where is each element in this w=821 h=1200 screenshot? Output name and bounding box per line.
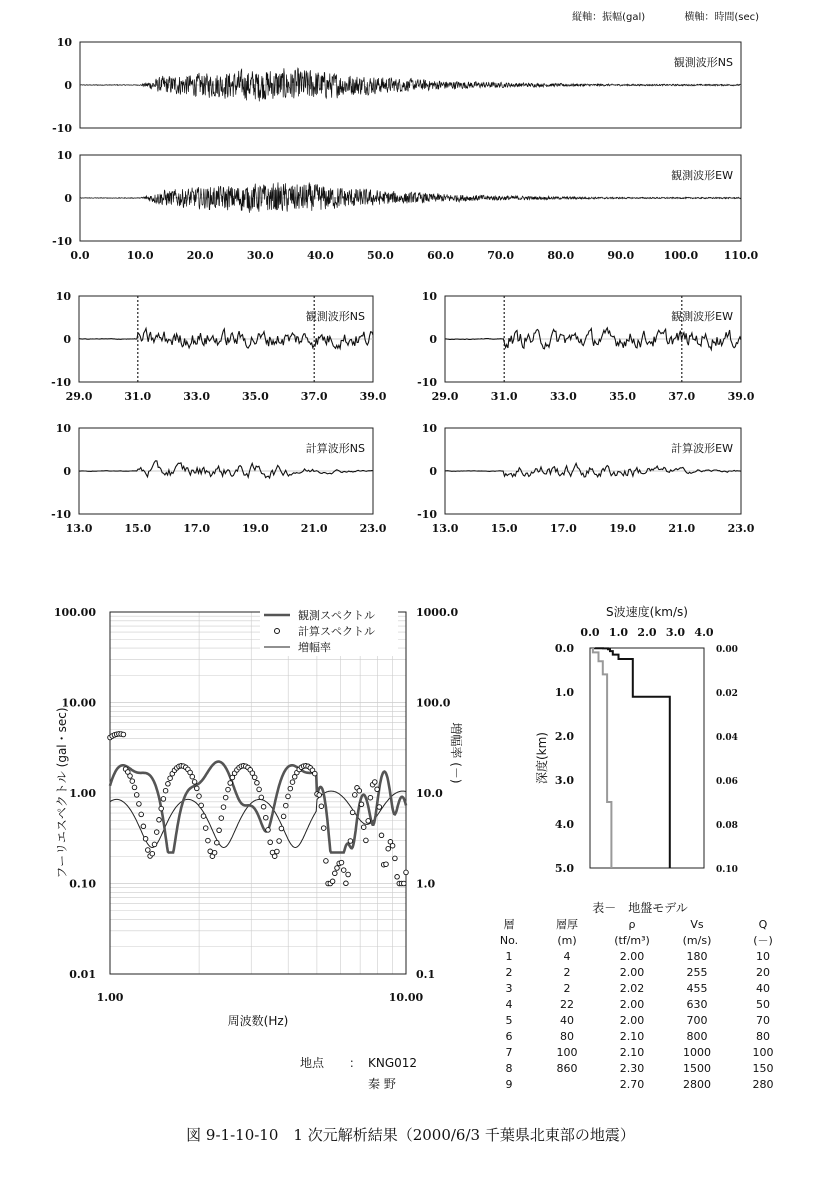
table-header-cell: Q xyxy=(758,917,768,931)
calculated-spectrum-point xyxy=(346,872,351,877)
table-cell: 1 xyxy=(505,949,513,963)
figure-caption: 図 9-1-10-10 1 次元解析結果（2000/6/3 千葉県北東部の地震） xyxy=(186,1126,635,1144)
waveform-line xyxy=(79,461,373,478)
calculated-spectrum-point xyxy=(203,826,208,831)
panel-label: 計算波形NS xyxy=(305,442,365,455)
y-tick-label: 10 xyxy=(56,149,72,162)
x-tick-label: 0.0 xyxy=(580,626,600,639)
horizontal-unit: 横軸：時間(sec) xyxy=(684,12,759,23)
x-tick-label: 13.0 xyxy=(65,522,93,535)
x-tick-label: 23.0 xyxy=(727,522,755,535)
x-tick-label: 3.0 xyxy=(665,626,686,639)
x-tick-label: 17.0 xyxy=(550,522,577,535)
x-tick-label: 20.0 xyxy=(186,249,214,262)
calculated-spectrum-point xyxy=(197,794,202,799)
y-tick-label: -10 xyxy=(52,122,72,135)
calculated-spectrum-point xyxy=(341,868,346,873)
table-row xyxy=(484,996,796,1012)
table-header-cell: 層厚 xyxy=(556,918,578,931)
table-cell: 860 xyxy=(556,1061,578,1075)
calculated-spectrum-point xyxy=(168,776,173,781)
calculated-spectrum-point xyxy=(319,804,324,809)
y-tick-label: 0 xyxy=(64,192,72,205)
y-right-tick-label: 0.00 xyxy=(716,645,738,655)
table-row xyxy=(484,1028,796,1044)
table-row xyxy=(484,1044,796,1060)
table-cell: 7 xyxy=(505,1045,513,1059)
table-cell: 2.10 xyxy=(619,1045,645,1059)
y-tick-label: 4.0 xyxy=(554,818,574,831)
x-tick-label: 100.0 xyxy=(663,249,699,262)
calculated-spectrum-point xyxy=(143,837,148,842)
x-tick-label: 10.00 xyxy=(388,991,424,1004)
table-cell: 2 xyxy=(563,965,571,979)
legend-swatch-calculated xyxy=(275,629,280,634)
table-cell: 280 xyxy=(752,1077,774,1091)
calculated-spectrum-point xyxy=(208,849,213,854)
table-cell: 2.70 xyxy=(619,1077,645,1091)
table-cell: 2.00 xyxy=(619,965,645,979)
x-tick-label: 50.0 xyxy=(367,249,394,262)
table-cell: 800 xyxy=(686,1029,708,1043)
y-right-tick-label: 0.06 xyxy=(716,777,738,787)
y-tick-label: -10 xyxy=(52,235,72,248)
calculated-spectrum-point xyxy=(384,862,389,867)
table-cell: 10 xyxy=(756,949,770,963)
legend-entry: 観測スペクトル xyxy=(298,609,375,622)
x-tick-label: 33.0 xyxy=(550,390,577,403)
calculated-spectrum-point xyxy=(192,780,197,785)
calculated-spectrum-point xyxy=(333,871,338,876)
table-row xyxy=(484,964,796,980)
table-cell: 2 xyxy=(505,965,513,979)
table-cell: 50 xyxy=(756,997,770,1011)
ground-model-table xyxy=(484,898,796,1092)
calculated-spectrum-point xyxy=(317,793,322,798)
table-row xyxy=(484,1060,796,1076)
y-tick-label: 5.0 xyxy=(554,862,574,875)
calculated-spectrum-point xyxy=(277,839,282,844)
calculated-spectrum-point xyxy=(199,803,204,808)
calculated-spectrum-point xyxy=(284,803,289,808)
x-tick-label: 60.0 xyxy=(427,249,454,262)
x-tick-label: 70.0 xyxy=(487,249,515,262)
panel-label: 観測波形EW xyxy=(671,169,733,182)
calculated-spectrum-point xyxy=(223,795,228,800)
table-cell: 180 xyxy=(686,949,708,963)
calculated-spectrum-point xyxy=(286,794,291,799)
calculated-spectrum-point xyxy=(152,842,157,847)
chart-title: S波速度(km/s) xyxy=(606,605,688,619)
calculated-spectrum-point xyxy=(373,780,378,785)
calculated-spectrum-point xyxy=(219,816,224,821)
calculated-spectrum-point xyxy=(228,781,233,786)
calculated-spectrum-point xyxy=(206,838,211,843)
calculated-spectrum-point xyxy=(157,818,162,823)
table-cell: 5 xyxy=(505,1013,513,1027)
calculated-spectrum-point xyxy=(137,802,142,807)
x-tick-label: 39.0 xyxy=(727,390,755,403)
calculated-spectrum-point xyxy=(379,833,384,838)
y-tick-label: -10 xyxy=(417,376,437,389)
table-cell: 2.02 xyxy=(619,981,645,995)
x-axis-label: 周波数(Hz) xyxy=(227,1014,289,1028)
table-cell: 3 xyxy=(505,981,513,995)
y-right-tick-label: 0.1 xyxy=(416,968,436,981)
calculated-spectrum-point xyxy=(350,810,355,815)
calculated-spectrum-point xyxy=(353,793,358,798)
table-header-cell: Vs xyxy=(690,917,704,931)
calculated-spectrum-point xyxy=(190,774,195,779)
calculated-spectrum-point xyxy=(139,812,144,817)
y-tick-label: 2.0 xyxy=(554,730,574,743)
table-cell: 255 xyxy=(686,965,708,979)
table-title: 表－ 地盤モデル xyxy=(592,900,688,915)
y-right-tick-label: 0.08 xyxy=(716,821,738,831)
table-cell: 2.10 xyxy=(619,1029,645,1043)
y-tick-label: 0.0 xyxy=(554,642,574,655)
calculated-spectrum-point xyxy=(166,782,171,787)
calculated-spectrum-point xyxy=(161,797,166,802)
calculated-spectrum-point xyxy=(146,848,151,853)
calculated-spectrum-point xyxy=(404,870,409,875)
x-tick-label: 4.0 xyxy=(694,626,714,639)
x-tick-label: 29.0 xyxy=(431,390,459,403)
calculated-spectrum-point xyxy=(261,805,266,810)
table-cell: 4 xyxy=(505,997,513,1011)
calculated-spectrum-point xyxy=(366,819,371,824)
y-right-tick-label: 0.02 xyxy=(716,689,738,699)
y-axis-label: 深度(km) xyxy=(535,731,549,785)
calculated-spectrum-point xyxy=(201,814,206,819)
x-tick-label: 30.0 xyxy=(246,249,274,262)
table-row xyxy=(484,980,796,996)
calculated-spectrum-point xyxy=(121,732,126,737)
calculated-spectrum-point xyxy=(357,789,362,794)
x-tick-label: 15.0 xyxy=(124,522,152,535)
calculated-spectrum-point xyxy=(275,849,280,854)
calculated-spectrum-point xyxy=(393,856,398,861)
calculated-spectrum-point xyxy=(154,830,159,835)
calculated-spectrum-point xyxy=(257,787,262,792)
legend-entry: 増幅率 xyxy=(298,641,331,654)
calculated-spectrum-point xyxy=(402,881,407,886)
y-tick-label: 0.10 xyxy=(69,877,96,891)
calculated-spectrum-point xyxy=(217,828,222,833)
x-tick-label: 31.0 xyxy=(490,390,518,403)
calculated-spectrum-point xyxy=(195,786,200,791)
y-tick-label: -10 xyxy=(417,508,437,521)
x-tick-label: 1.00 xyxy=(96,991,124,1004)
y-right-tick-label: 0.10 xyxy=(716,865,738,875)
calculated-spectrum-point xyxy=(272,854,277,859)
table-cell: 6 xyxy=(505,1029,513,1043)
x-tick-label: 21.0 xyxy=(668,522,696,535)
y-tick-label: 100.00 xyxy=(53,606,96,619)
x-tick-label: 19.0 xyxy=(609,522,636,535)
table-cell: 2 xyxy=(563,981,571,995)
x-tick-label: 80.0 xyxy=(547,249,575,262)
y-tick-label: 10 xyxy=(421,290,437,303)
site-colon: ： xyxy=(348,1056,361,1070)
table-cell: 455 xyxy=(686,981,708,995)
x-tick-label: 10.0 xyxy=(126,249,154,262)
y-tick-label: 10 xyxy=(55,290,71,303)
calculated-spectrum-point xyxy=(212,850,217,855)
y-axis-label: フーリエスペクトル (gal・sec) xyxy=(55,707,69,879)
calculated-spectrum-point xyxy=(163,788,168,793)
table-row xyxy=(484,948,796,964)
calculated-spectrum-point xyxy=(128,774,133,779)
calculated-spectrum-point xyxy=(330,879,335,884)
x-tick-label: 1.0 xyxy=(608,626,629,639)
x-tick-label: 90.0 xyxy=(607,249,635,262)
y-tick-label: 10.00 xyxy=(61,696,96,710)
x-tick-label: 110.0 xyxy=(723,249,759,262)
panel-label: 計算波形EW xyxy=(671,442,733,455)
calculated-spectrum-point xyxy=(359,802,364,807)
calculated-spectrum-point xyxy=(390,843,395,848)
calculated-spectrum-point xyxy=(348,839,353,844)
x-tick-label: 35.0 xyxy=(609,390,636,403)
table-cell: 700 xyxy=(686,1013,708,1027)
panel-label: 観測波形EW xyxy=(671,310,733,323)
calculated-spectrum-point xyxy=(215,840,220,845)
table-cell: 80 xyxy=(756,1029,770,1043)
y-tick-label: 0 xyxy=(429,333,437,346)
table-cell: 40 xyxy=(756,981,770,995)
table-cell: 100 xyxy=(752,1045,774,1059)
calculated-spectrum-point xyxy=(377,805,382,810)
table-subheader-cell: No. xyxy=(499,933,519,947)
table-subheader-cell: (m/s) xyxy=(682,933,712,947)
calculated-spectrum-point xyxy=(230,775,235,780)
site-label: 地点 xyxy=(300,1056,325,1070)
x-tick-label: 23.0 xyxy=(359,522,387,535)
calculated-spectrum-point xyxy=(150,851,155,856)
panel-label: 観測波形NS xyxy=(673,56,733,69)
calculated-spectrum-point xyxy=(221,805,226,810)
calculated-spectrum-point xyxy=(264,815,269,820)
calculated-spectrum-point xyxy=(281,814,286,819)
x-tick-label: 13.0 xyxy=(431,522,459,535)
legend-entry: 計算スペクトル xyxy=(298,625,375,638)
y-tick-label: 10 xyxy=(55,422,71,435)
calculated-spectrum-point xyxy=(288,786,293,791)
y-tick-label: 0 xyxy=(63,465,71,478)
x-tick-label: 2.0 xyxy=(637,626,657,639)
x-tick-label: 39.0 xyxy=(359,390,387,403)
y-tick-label: 10 xyxy=(421,422,437,435)
table-cell: 4 xyxy=(563,949,571,963)
table-header-cell: ρ xyxy=(628,917,636,931)
calculated-spectrum-point xyxy=(250,771,255,776)
calculated-spectrum-point xyxy=(259,795,264,800)
y-right-tick-label: 1.0 xyxy=(416,877,436,891)
x-tick-label: 29.0 xyxy=(65,390,93,403)
calculated-spectrum-point xyxy=(130,779,135,784)
calculated-spectrum-point xyxy=(368,795,373,800)
table-subheader-cell: (tf/m³) xyxy=(614,933,650,947)
table-subheader-cell: (m) xyxy=(557,933,577,947)
site-info xyxy=(300,1053,417,1095)
table-cell: 150 xyxy=(752,1061,774,1075)
x-tick-label: 19.0 xyxy=(242,522,269,535)
table-header-row xyxy=(484,916,796,932)
calculated-spectrum-point xyxy=(339,860,344,865)
x-tick-label: 31.0 xyxy=(124,390,152,403)
table-cell: 70 xyxy=(756,1013,770,1027)
calculated-spectrum-point xyxy=(141,824,146,829)
table-cell: 9 xyxy=(505,1077,513,1091)
calculated-spectrum-point xyxy=(375,787,380,792)
x-tick-label: 21.0 xyxy=(300,522,328,535)
y-tick-label: 0 xyxy=(64,79,72,92)
site-name: 秦 野 xyxy=(368,1077,396,1091)
calculated-spectrum-point xyxy=(159,806,164,811)
table-cell: 8 xyxy=(505,1061,513,1075)
x-tick-label: 17.0 xyxy=(183,522,210,535)
calculated-spectrum-point xyxy=(361,825,366,830)
y-right-tick-label: 10.0 xyxy=(416,787,443,800)
table-row xyxy=(484,1012,796,1028)
calculated-spectrum-point xyxy=(321,826,326,831)
waveform-line xyxy=(80,182,741,212)
y-right-tick-label: 0.04 xyxy=(716,733,738,743)
x-tick-label: 35.0 xyxy=(242,390,269,403)
y-tick-label: 0.01 xyxy=(69,968,96,981)
y-tick-label: 0 xyxy=(429,465,437,478)
calculated-spectrum-point xyxy=(364,838,369,843)
x-tick-label: 15.0 xyxy=(490,522,518,535)
calculated-spectrum-point xyxy=(386,846,391,851)
table-cell: 630 xyxy=(686,997,708,1011)
calculated-spectrum-point xyxy=(313,771,318,776)
calculated-spectrum-point xyxy=(335,866,340,871)
vertical-unit: 縦軸：振幅(gal) xyxy=(572,12,646,23)
y-tick-label: -10 xyxy=(51,376,71,389)
table-cell: 22 xyxy=(560,997,574,1011)
calculated-spectrum-point xyxy=(226,787,231,792)
table-row xyxy=(484,1076,796,1092)
table-cell: 2.30 xyxy=(619,1061,645,1075)
y-right-tick-label: 100.0 xyxy=(416,696,451,710)
table-cell: 2800 xyxy=(683,1077,711,1091)
panel-label: 観測波形NS xyxy=(305,310,365,323)
table-cell: 1000 xyxy=(683,1045,711,1059)
table-subheader-cell: (－) xyxy=(753,934,773,947)
calculated-spectrum-point xyxy=(344,881,349,886)
calculated-spectrum-point xyxy=(395,875,400,880)
table-cell xyxy=(534,1076,600,1092)
table-cell: 2.00 xyxy=(619,1013,645,1027)
x-tick-label: 40.0 xyxy=(306,249,334,262)
y-tick-label: 3.0 xyxy=(554,774,574,787)
waveform-line xyxy=(445,463,741,477)
y-tick-label: 10 xyxy=(56,36,72,49)
y-right-tick-label: 1000.0 xyxy=(416,606,459,619)
table-cell: 100 xyxy=(556,1045,578,1059)
table-header-cell: 層 xyxy=(503,918,515,931)
x-tick-label: 37.0 xyxy=(668,390,696,403)
table-cell: 2.00 xyxy=(619,949,645,963)
calculated-spectrum-point xyxy=(266,828,271,833)
calculated-spectrum-point xyxy=(290,780,295,785)
y-tick-label: 1.00 xyxy=(69,787,96,800)
table-cell: 2.00 xyxy=(619,997,645,1011)
waveform-line xyxy=(79,329,373,349)
secondary-profile-line xyxy=(593,648,612,868)
y-right-axis-label: 増幅率 (－) xyxy=(449,722,463,784)
calculated-spectrum-point xyxy=(252,775,257,780)
calculated-spectrum-point xyxy=(132,785,137,790)
table-cell: 1500 xyxy=(683,1061,711,1075)
table-body xyxy=(484,948,796,1092)
x-tick-label: 0.0 xyxy=(70,249,90,262)
calculated-spectrum-point xyxy=(268,840,273,845)
x-tick-label: 37.0 xyxy=(300,390,328,403)
table-cell: 40 xyxy=(560,1013,574,1027)
table-cell: 20 xyxy=(756,965,770,979)
calculated-spectrum-point xyxy=(255,781,260,786)
y-tick-label: 1.0 xyxy=(554,686,574,699)
y-tick-label: -10 xyxy=(51,508,71,521)
table-cell: 80 xyxy=(560,1029,574,1043)
y-tick-label: 0 xyxy=(63,333,71,346)
calculated-spectrum-point xyxy=(324,859,329,864)
x-tick-label: 33.0 xyxy=(183,390,210,403)
site-code: KNG012 xyxy=(368,1056,418,1070)
calculated-spectrum-point xyxy=(279,826,284,831)
calculated-spectrum-point xyxy=(134,793,139,798)
table-subheader-row xyxy=(484,932,796,948)
